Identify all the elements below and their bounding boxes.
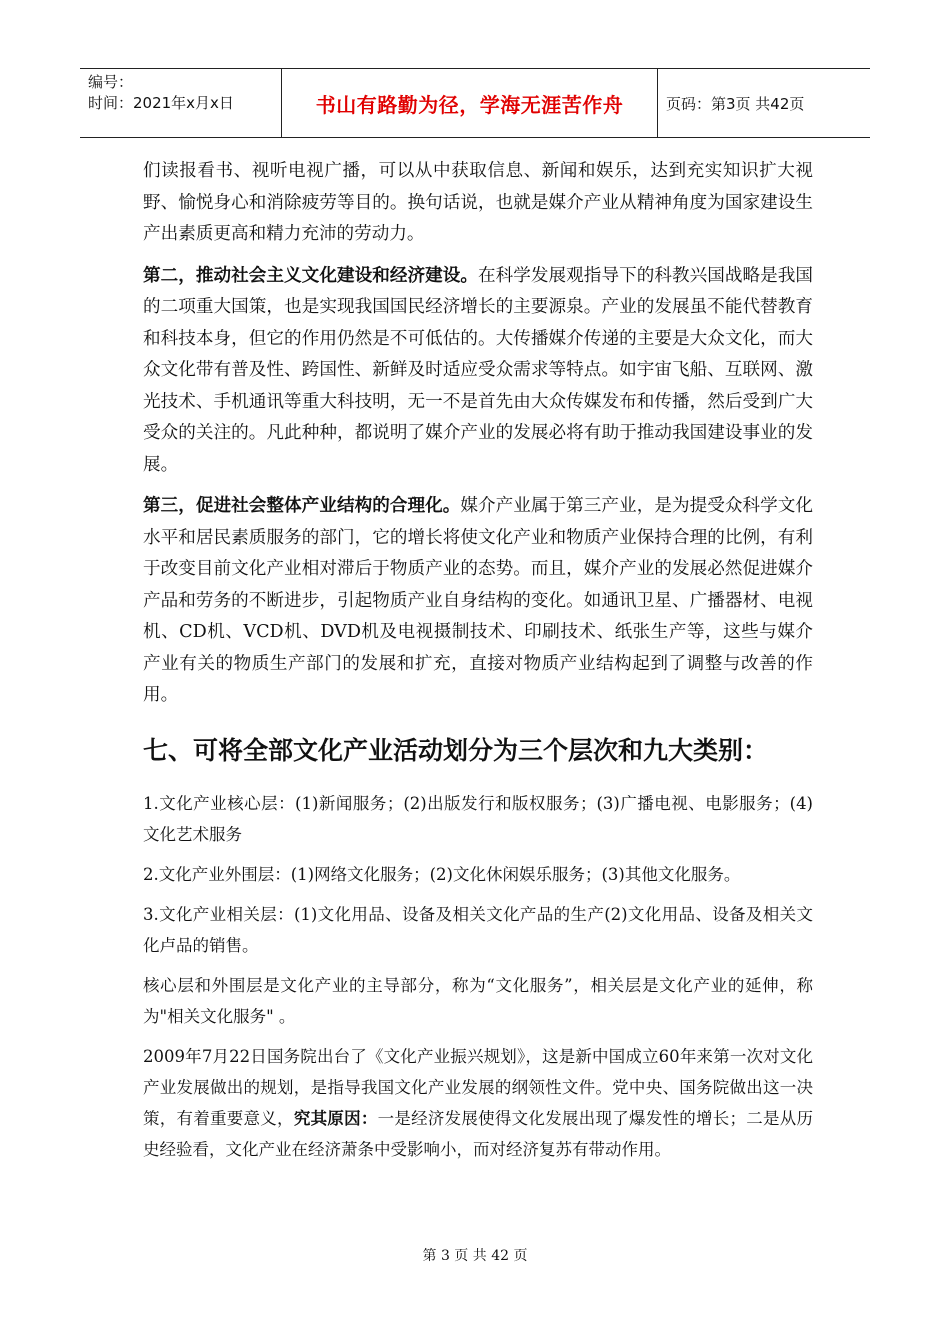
list-item-related-layer: 3.文化产业相关层：(1)文化用品、设备及相关文化产品的生产(2)文化用品、设备及相关文化卢品的销售。 xyxy=(143,904,813,955)
paragraph-2-text: 在科学发展观指导下的科教兴国战略是我国的二项重大国策，也是实现我国国民经济增长的主要源泉。产业的发展虽不能代替教育和科技本身，但它的作用仍然是不可低估的。大传播媒介传递的主要是大众文化，而大众文化带有普及性、跨国性、新鲜及时适应受众需求等特点。如宇宙飞船、互联网、激光技术、手机通讯等重大科技明，无一不是首先由大众传媒发布和传播，然后受到广大受众的关注的。凡此种种，都说明了媒介产业的发展必将有助于推动我国建设事业的发展。 xyxy=(143,265,813,475)
core-outer-summary: 核心层和外围层是文化产业的主导部分，称为“文化服务”，相关层是文化产业的延伸，称为"相关文化服务" 。 xyxy=(143,975,813,1026)
document-date-label: 时间：2021年x月x日 xyxy=(88,94,234,112)
paragraph-2-heading: 第二，推动社会主义文化建设和经济建设。 xyxy=(143,265,479,286)
paragraph-2 xyxy=(143,261,813,482)
header-meta xyxy=(80,69,282,137)
page-header xyxy=(80,68,870,138)
paragraph-1: 们读报看书、视听电视广播，可以从中获取信息、新闻和娱乐，达到充实知识扩大视野、愉悦身心和消除疲劳等目的。换句话说，也就是媒介产业从精神角度为国家建设生产出素质更高和精力充沛的劳动力。 xyxy=(143,161,813,244)
document-number-label: 编号： xyxy=(88,73,134,91)
final-paragraph-text-a: 2009年7月22日国务院出台了《文化产业振兴规划》，这是新中国成立60年来第一次对文化产业发展做出的规划，是指导我国文化产业发展的纲领性文件。党中央、国务院做出这一决策，有着重要意义， xyxy=(143,1046,813,1128)
header-page-info: 页码：第3页 共42页 xyxy=(666,94,805,113)
list-item-outer-layer: 2.文化产业外围层：(1)网络文化服务；(2)文化休闲娱乐服务；(3)其他文化服务。 xyxy=(143,864,741,884)
page-footer: 第 3 页 共 42 页 xyxy=(422,1248,528,1264)
header-motto: 书山有路勤为径，学海无涯苦作舟 xyxy=(282,69,658,137)
section-title: 七、可将全部文化产业活动划分为三个层次和九大类别： xyxy=(143,735,769,765)
final-paragraph-bold: 究其原因： xyxy=(293,1108,378,1128)
final-paragraph-text-b: 一是经济发展使得文化发展出现了爆发性的增长；二是从历史经验看，文化产业在经济萧条中受影响小，而对经济复苏有带动作用。 xyxy=(143,1108,814,1159)
final-paragraph xyxy=(143,1041,813,1165)
document-body xyxy=(143,156,813,1174)
paragraph-3 xyxy=(143,491,813,712)
list-item-core-layer: 1.文化产业核心层：(1)新闻服务；(2)出版发行和版权服务；(3)广播电视、电影服务；(4)文化艺术服务 xyxy=(143,793,813,844)
paragraph-3-heading: 第三，促进社会整体产业结构的合理化。 xyxy=(143,496,461,516)
paragraph-3-text: 媒介产业属于第三产业，是为提受众科学文化水平和居民素质服务的部门，它的增长将使文化产业和物质产业保持合理的比例，有利于改变目前文化产业相对滞后于物质产业的态势。而且，媒介产业的发展必然促进媒介产品和劳务的不断进步，引起物质产业自身结构的变化。如通讯卫星、广播器材、电视机、CD机、VCD机、DVD机及电视摄制技术、印刷技术、纸张生产等，这些与媒介产业有关的物质生产部门的发展和扩充，直接对物质产业结构起到了调整与改善的作用。 xyxy=(143,496,813,705)
